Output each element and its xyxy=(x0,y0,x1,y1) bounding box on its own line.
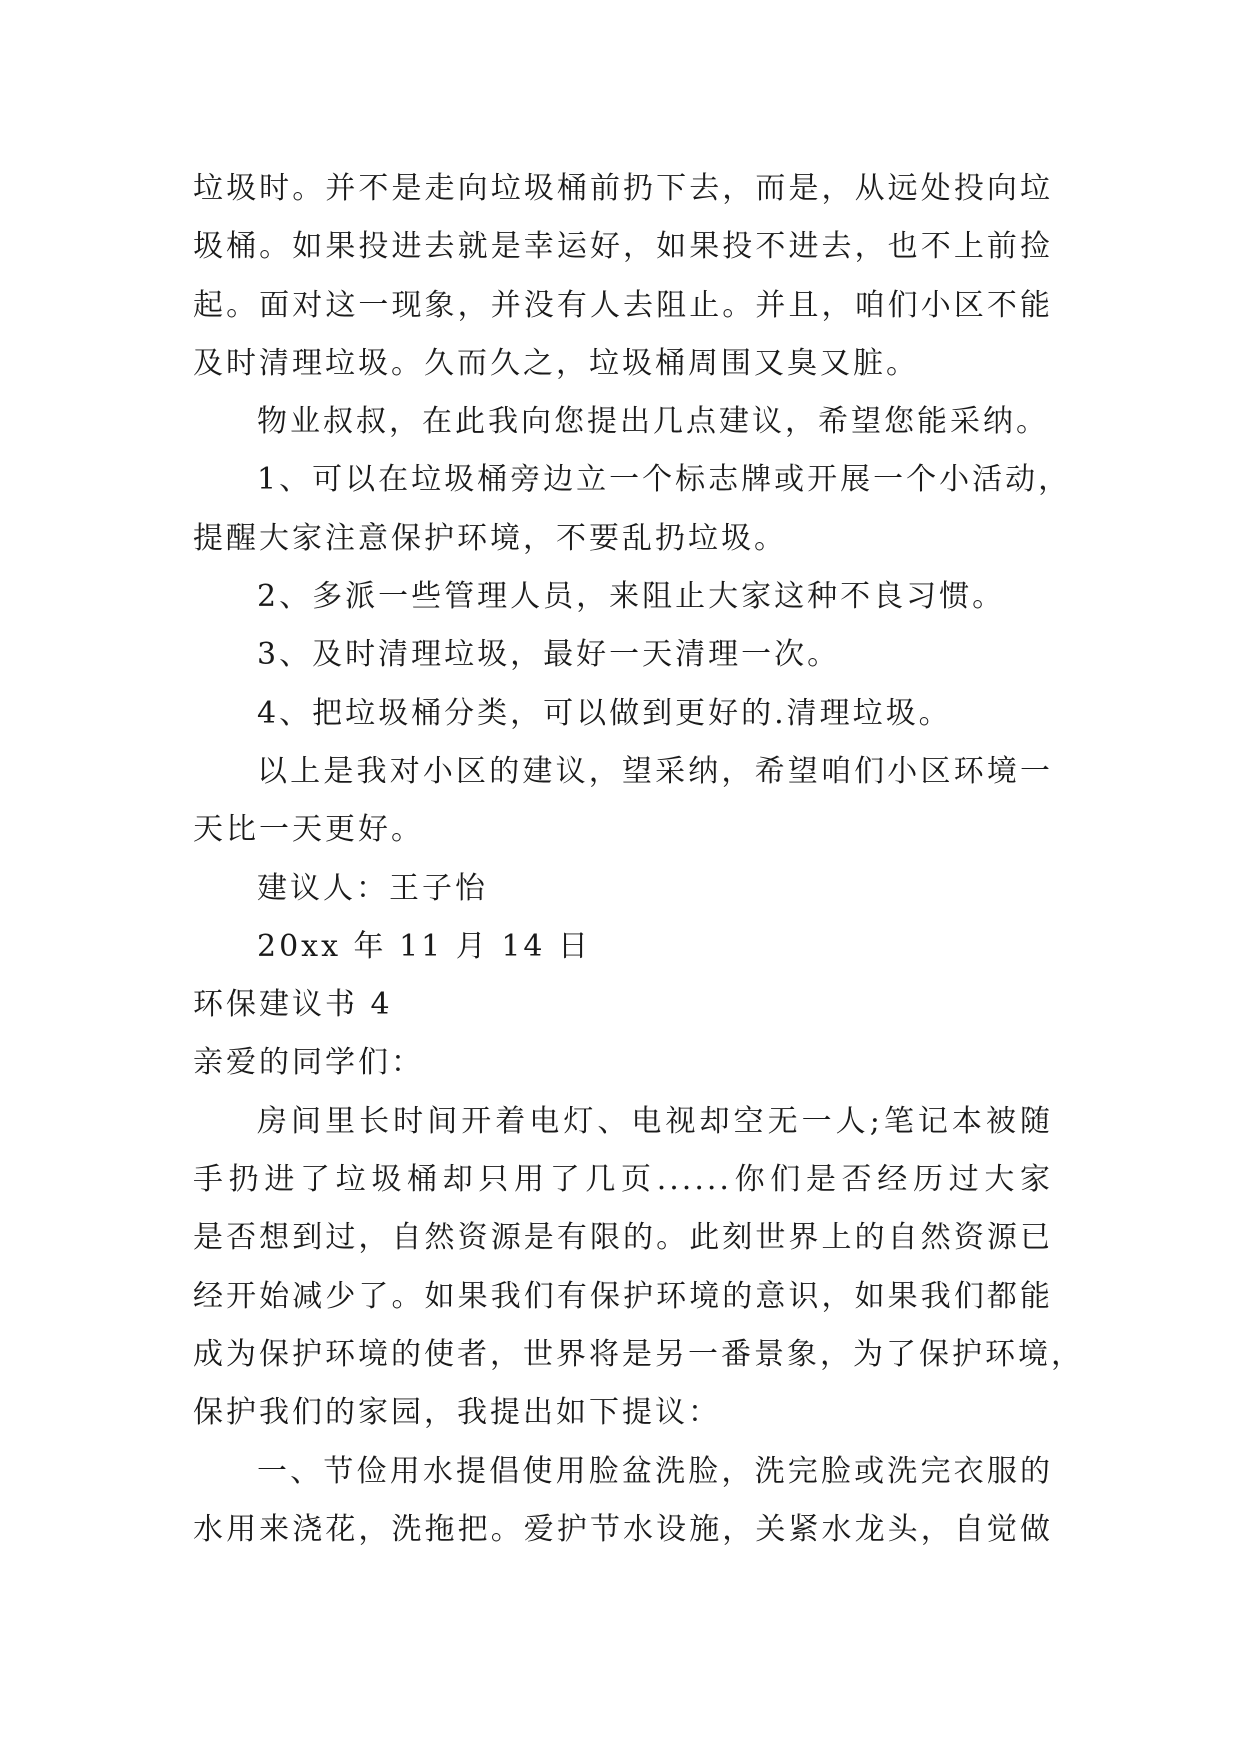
text-line: 一、节俭用水提倡使用脸盆洗脸，洗完脸或洗完衣服的 xyxy=(257,1453,1053,1489)
signature-line: 建议人：王子怡 xyxy=(257,870,488,906)
text-line: 及时清理垃圾。久而久之，垃圾桶周围又臭又脏。 xyxy=(193,345,919,381)
text-line: 1、可以在垃圾桶旁边立一个标志牌或开展一个小活动， xyxy=(257,462,1072,498)
text-line: 3、及时清理垃圾，最好一天清理一次。 xyxy=(257,637,841,673)
text-line: 房间里长时间开着电灯、电视却空无一人;笔记本被随 xyxy=(257,1103,1053,1139)
text-line: 垃圾时。并不是走向垃圾桶前扔下去，而是，从远处投向垃 xyxy=(193,171,1053,206)
text-line: 水用来浇花，洗拖把。爱护节水设施，关紧水龙头，自觉做 xyxy=(193,1511,1053,1547)
text-line: 2、多派一些管理人员，来阻止大家这种不良习惯。 xyxy=(257,579,1006,615)
text-line: 保护我们的家园，我提出如下提议： xyxy=(193,1395,721,1431)
text-line: 4、把垃圾桶分类，可以做到更好的.清理垃圾。 xyxy=(257,695,952,731)
text-line: 起。面对这一现象，并没有人去阻止。并且，咱们小区不能 xyxy=(193,287,1053,323)
text-line: 物业叔叔，在此我向您提出几点建议，希望您能采纳。 xyxy=(257,404,1049,440)
date-line: 20xx 年 11 月 14 日 xyxy=(257,928,592,964)
salutation: 亲爱的同学们： xyxy=(193,1045,424,1081)
text-line: 以上是我对小区的建议，望采纳，希望咱们小区环境一 xyxy=(257,753,1053,789)
text-line: 经开始减少了。如果我们有保护环境的意识，如果我们都能 xyxy=(193,1278,1053,1314)
document-body xyxy=(193,160,1084,1559)
text-line: 圾桶。如果投进去就是幸运好，如果投不进去，也不上前捡 xyxy=(193,229,1053,265)
text-line: 天比一天更好。 xyxy=(193,812,424,848)
section-title: 环保建议书 4 xyxy=(193,987,393,1023)
text-line: 提醒大家注意保护环境，不要乱扔垃圾。 xyxy=(193,520,787,556)
text-line: 成为保护环境的使者，世界将是另一番景象，为了保护环境， xyxy=(193,1336,1084,1372)
text-line: 手扔进了垃圾桶却只用了几页......你们是否经历过大家 xyxy=(193,1162,1053,1198)
text-line: 是否想到过，自然资源是有限的。此刻世界上的自然资源已 xyxy=(193,1220,1053,1256)
